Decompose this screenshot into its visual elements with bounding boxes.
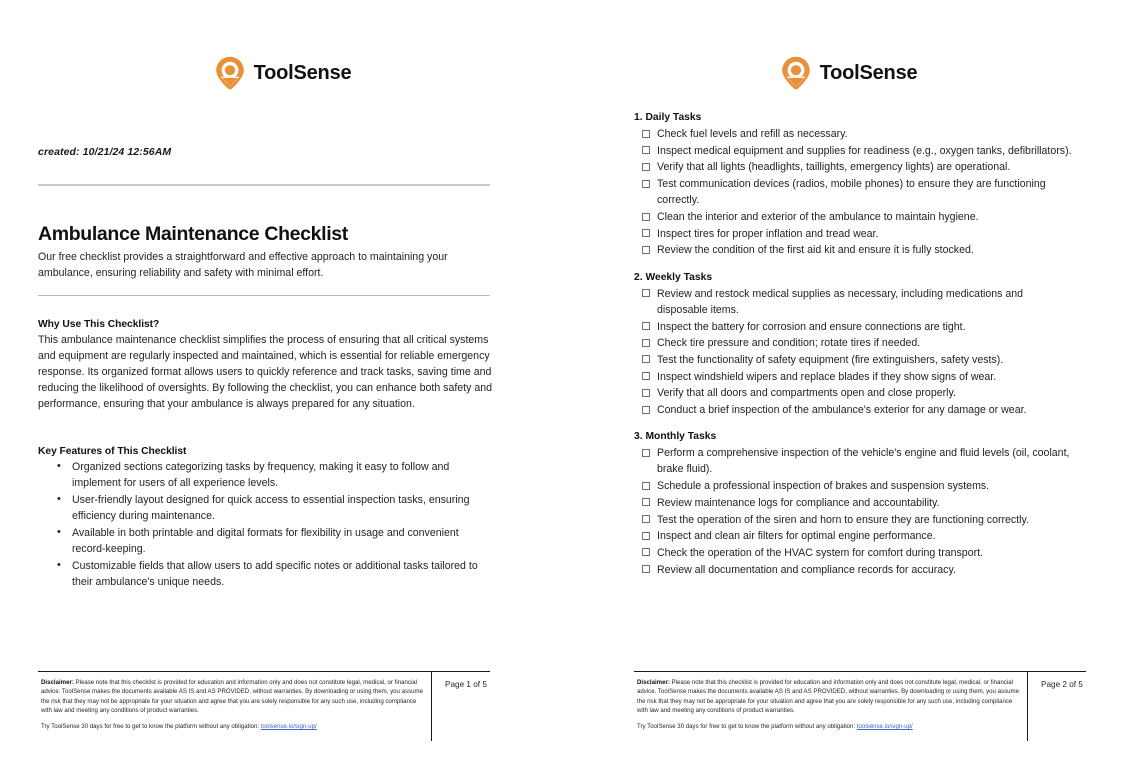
task-group-title: 1. Daily Tasks xyxy=(634,112,702,123)
checkbox-icon[interactable] xyxy=(642,372,650,380)
page-title: Ambulance Maintenance Checklist xyxy=(38,223,348,246)
checkbox-icon[interactable] xyxy=(642,498,650,506)
list-item: • Organized sections categorizing tasks by frequency, making it easy to follow and implement for users of all experience levels. xyxy=(70,459,493,491)
list-item[interactable] xyxy=(634,478,1074,494)
task-label: Verify that all lights (headlights, taillights, emergency lights) are operational. xyxy=(657,161,1011,174)
checkbox-icon[interactable] xyxy=(642,213,650,221)
signup-link[interactable]: toolsense.io/sign-up/ xyxy=(856,723,913,730)
list-item[interactable] xyxy=(634,209,1074,225)
checkbox-icon[interactable] xyxy=(642,532,650,540)
task-group-title: 2. Weekly Tasks xyxy=(634,271,713,283)
page-1-footer xyxy=(38,671,490,741)
checkbox-icon[interactable] xyxy=(642,130,650,138)
checkbox-icon[interactable] xyxy=(642,406,650,414)
brand-wordmark: ToolSense xyxy=(819,62,918,84)
task-label: Inspect windshield wipers and replace blades if they show signs of wear. xyxy=(657,370,997,383)
brand-wordmark: ToolSense xyxy=(253,62,352,84)
brand-header-page-1 xyxy=(0,56,566,90)
created-timestamp: created: 10/21/24 12:56AM xyxy=(38,146,172,158)
checkbox-icon[interactable] xyxy=(642,355,650,363)
task-label: Check the operation of the HVAC system for comfort during transport. xyxy=(657,546,984,559)
task-label: Perform a comprehensive inspection of the vehicle's engine and fluid levels (oil, coolant, brake fluid). xyxy=(657,447,1070,476)
task-label: Inspect medical equipment and supplies for readiness (e.g., oxygen tanks, defibrillators). xyxy=(657,144,1072,157)
task-label: Verify that all doors and compartments open and close properly. xyxy=(657,387,956,400)
task-label: Conduct a brief inspection of the ambulance's exterior for any damage or wear. xyxy=(657,404,1027,417)
checkbox-icon[interactable] xyxy=(642,389,650,397)
page-subtitle: Our free checklist provides a straightforward and effective approach to maintaining your ambulance, ensuring reliability and safety with minimal effort. xyxy=(38,250,448,279)
trial-paragraph xyxy=(637,722,1019,731)
checkbox-icon[interactable] xyxy=(642,449,650,457)
checklist-sections xyxy=(634,112,1074,578)
task-label: Inspect and clean air filters for optimal engine performance. xyxy=(657,530,936,543)
list-item[interactable] xyxy=(634,286,1074,318)
checkbox-icon[interactable] xyxy=(642,515,650,523)
task-label: Review maintenance logs for compliance and accountability. xyxy=(657,496,940,509)
page-number-1: Page 1 of 5 xyxy=(431,672,490,741)
trial-text: Try ToolSense 30 days for free to get to know the platform without any obligation: xyxy=(637,723,857,730)
disclaimer-text: Please note that this checklist is provided for education and information only and does not constitute legal, medical, or financial advice. ToolSense makes the documents available AS IS and AS PROVIDED, without warranties. By downloading or using them, you assume the risk that they may not be appropriate for your situation and agree that you are solely responsible for any such use, including compliance with law and meeting any conditions of product warranties. xyxy=(637,679,1019,714)
key-features-heading: Key Features of This Checklist xyxy=(38,446,187,457)
disclaimer-label: Disclaimer: xyxy=(41,679,74,686)
list-item[interactable] xyxy=(634,319,1074,335)
key-features-list xyxy=(38,459,493,590)
list-item[interactable] xyxy=(634,369,1074,385)
checkbox-icon[interactable] xyxy=(642,565,650,573)
map-pin-icon xyxy=(215,56,245,90)
task-label: Review all documentation and compliance records for accuracy. xyxy=(657,563,956,576)
task-label: Test the functionality of safety equipment (fire extinguishers, safety vests). xyxy=(657,353,1004,366)
task-list-monthly xyxy=(634,445,1074,578)
page-number-2: Page 2 of 5 xyxy=(1027,672,1086,741)
list-item[interactable] xyxy=(634,545,1074,561)
task-label: Schedule a professional inspection of brakes and suspension systems. xyxy=(657,480,990,493)
checkbox-icon[interactable] xyxy=(642,163,650,171)
checkbox-icon[interactable] xyxy=(642,322,650,330)
checkbox-icon[interactable] xyxy=(642,246,650,254)
list-item[interactable] xyxy=(634,242,1074,258)
divider-top xyxy=(38,184,490,186)
task-label: Test communication devices (radios, mobile phones) to ensure they are functioning correctly. xyxy=(657,178,1046,207)
list-item[interactable] xyxy=(634,126,1074,142)
list-item[interactable] xyxy=(634,143,1074,159)
map-pin-icon xyxy=(781,56,811,90)
why-use-body: This ambulance maintenance checklist simplifies the process of ensuring that all critical systems and equipment are regularly inspected and maintained, which is essential for reliable emergency response. Its organized format allows users to quickly reference and track tasks, saving time and reducing the likelihood of oversights. By following the checklist, you can enhance both safety and performance, ensuring that your ambulance is always prepared for any situation. xyxy=(38,334,493,411)
list-item[interactable] xyxy=(634,495,1074,511)
disclaimer-text: Please note that this checklist is provided for education and information only and does not constitute legal, medical, or financial advice. ToolSense makes the documents available AS IS and AS PROVIDED, without warranties. By downloading or using them, you assume the risk that they may not be appropriate for your situation and agree that you are solely responsible for any such use, including compliance with law and meeting any conditions of product warranties. xyxy=(41,679,423,714)
brand-header-page-2 xyxy=(566,56,1132,90)
list-item: • User-friendly layout designed for quick access to essential inspection tasks, ensuring efficiency during maintenance. xyxy=(70,492,493,524)
task-list-weekly xyxy=(634,286,1074,419)
list-item[interactable] xyxy=(634,445,1074,477)
key-features-section xyxy=(38,446,493,591)
list-item[interactable] xyxy=(634,159,1074,175)
task-list-daily xyxy=(634,126,1074,259)
footer-disclaimer xyxy=(634,672,1027,741)
divider-bottom xyxy=(38,295,490,296)
trial-text: Try ToolSense 30 days for free to get to know the platform without any obligation: xyxy=(41,723,261,730)
why-use-section xyxy=(38,319,493,412)
disclaimer-paragraph xyxy=(637,678,1019,715)
task-label: Check tire pressure and condition; rotate tires if needed. xyxy=(657,337,921,350)
list-item[interactable] xyxy=(634,528,1074,544)
list-item[interactable] xyxy=(634,402,1074,418)
disclaimer-label: Disclaimer: xyxy=(637,679,670,686)
task-group-weekly xyxy=(634,272,1074,419)
signup-link[interactable]: toolsense.io/sign-up/ xyxy=(260,723,317,730)
list-item[interactable] xyxy=(634,335,1074,351)
list-item: • Available in both printable and digital formats for flexibility in usage and convenient record-keeping. xyxy=(70,525,493,557)
task-label: Review the condition of the first aid kit and ensure it is fully stocked. xyxy=(657,244,974,257)
list-item[interactable] xyxy=(634,512,1074,528)
list-item[interactable] xyxy=(634,352,1074,368)
checkbox-icon[interactable] xyxy=(642,548,650,556)
task-label: Inspect the battery for corrosion and ensure connections are tight. xyxy=(657,320,966,333)
list-item: • Customizable fields that allow users to add specific notes or additional tasks tailored to their ambulance's unique needs. xyxy=(70,558,493,590)
checkbox-icon[interactable] xyxy=(642,146,650,154)
task-group-daily xyxy=(634,112,1074,259)
checkbox-icon[interactable] xyxy=(642,482,650,490)
task-group-title: 3. Monthly Tasks xyxy=(634,431,717,443)
checkbox-icon[interactable] xyxy=(642,229,650,237)
task-group-monthly xyxy=(634,431,1074,578)
checkbox-icon[interactable] xyxy=(642,289,650,297)
task-label: Check fuel levels and refill as necessary. xyxy=(657,128,848,140)
task-label: Review and restock medical supplies as necessary, including medications and disposable items. xyxy=(657,287,1024,316)
trial-paragraph xyxy=(41,722,423,731)
disclaimer-paragraph xyxy=(41,678,423,715)
checkbox-icon[interactable] xyxy=(642,180,650,188)
list-item[interactable] xyxy=(634,176,1074,208)
task-label: Test the operation of the siren and horn to ensure they are functioning correctly. xyxy=(657,513,1029,526)
footer-disclaimer xyxy=(38,672,431,741)
why-use-heading: Why Use This Checklist? xyxy=(38,319,160,330)
list-item[interactable] xyxy=(634,385,1074,401)
task-label: Inspect tires for proper inflation and tread wear. xyxy=(657,227,879,240)
page-2-footer xyxy=(634,671,1086,741)
checkbox-icon[interactable] xyxy=(642,339,650,347)
task-label: Clean the interior and exterior of the ambulance to maintain hygiene. xyxy=(657,211,979,224)
list-item[interactable] xyxy=(634,226,1074,242)
list-item[interactable] xyxy=(634,562,1074,578)
